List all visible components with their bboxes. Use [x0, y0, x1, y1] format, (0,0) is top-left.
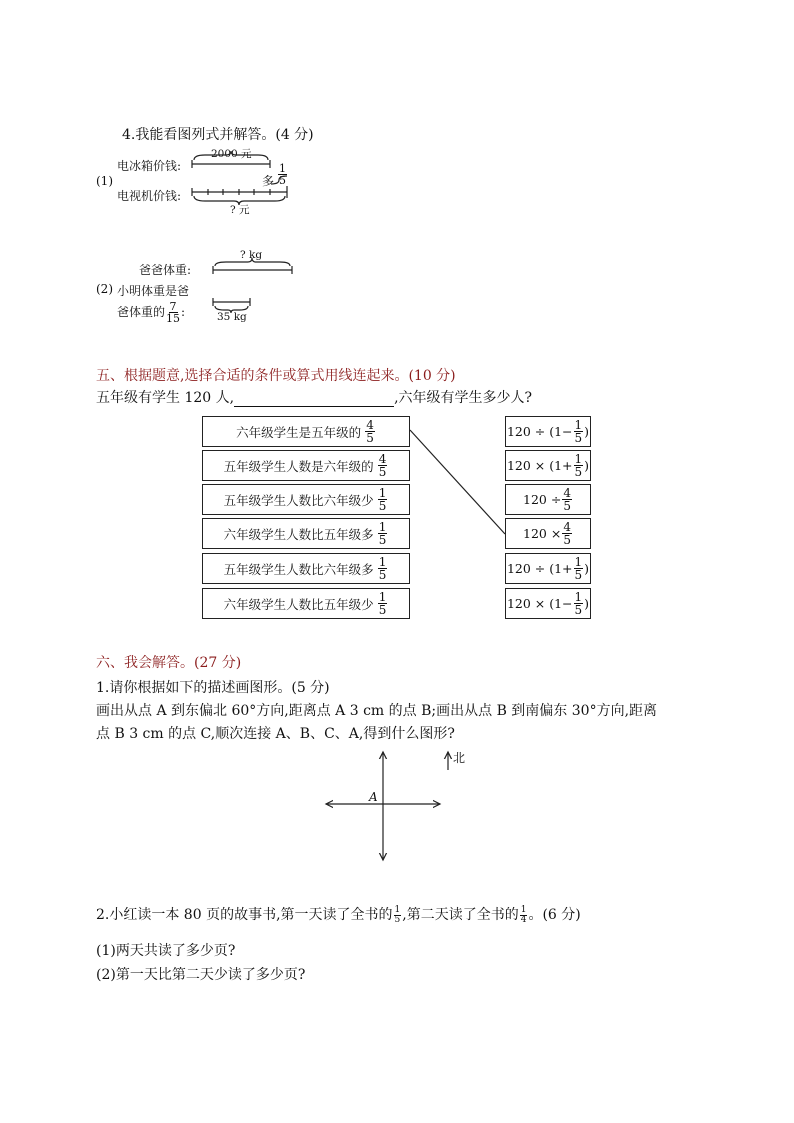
right-option-close: ) — [584, 596, 590, 611]
left-option-text: 五年级学生人数是六年级的 — [223, 458, 374, 474]
part1-num: (1) — [96, 174, 113, 188]
dad-label: 爸爸体重: — [139, 263, 192, 277]
fridge-value: 2000 元 — [211, 148, 252, 160]
tv-label: 电视机价钱: — [117, 189, 182, 203]
right-option-fraction: $\frac{4}{5}$ — [563, 520, 571, 547]
left-option-text: 六年级学生是五年级的 — [236, 424, 362, 440]
q2-text: 2.小红读一本 80 页的故事书,第一天读了全书的 $\frac{1}{5}$ ,第二天读了全书的 $\frac{1}{4}$ 。(6 分) — [96, 904, 581, 925]
left-option-fraction: $\frac{4}{5}$ — [366, 418, 374, 445]
right-option-expr: 120 × (1+ — [506, 458, 573, 473]
north-label: 北 — [453, 751, 466, 765]
point-a-label: A — [369, 790, 378, 804]
right-option-expr: 120 ÷ (1− — [506, 424, 573, 439]
left-option-fraction: $\frac{1}{5}$ — [378, 555, 387, 582]
right-option-fraction: $\frac{1}{5}$ — [574, 452, 583, 479]
right-option-close: ) — [584, 424, 590, 439]
left-option-fraction: $\frac{1}{5}$ — [378, 590, 387, 617]
dad-value: ? kg — [240, 249, 263, 261]
section5-stem: 五年级有学生 120 人, ,六年级有学生多少人? — [96, 390, 533, 406]
right-option-fraction: $\frac{1}{5}$ — [574, 555, 583, 582]
q4-title: 4.我能看图列式并解答。(4 分) — [122, 127, 314, 143]
more-fraction: $\frac{1}{5}$ — [279, 162, 286, 187]
q1-line1: 画出从点 A 到东偏北 60°方向,距离点 A 3 cm 的点 B;画出从点 B 到南偏东 30°方向,距离 — [96, 703, 658, 719]
right-option-close: ) — [584, 561, 590, 576]
q1-title: 1.请你根据如下的描述画图形。(5 分) — [96, 680, 330, 696]
tv-value: ? 元 — [230, 204, 250, 216]
left-option-text: 五年级学生人数比六年级多 — [223, 561, 374, 577]
left-option-text: 五年级学生人数比六年级少 — [223, 492, 374, 508]
right-option-expr: 120 ÷ (1+ — [506, 561, 573, 576]
q1-line2: 点 B 3 cm 的点 C,顺次连接 A、B、C、A,得到什么图形? — [96, 726, 455, 742]
part2-num: (2) — [96, 282, 113, 296]
right-option-expr: 120 ÷ — [523, 492, 562, 507]
right-option-expr: 120 × — [523, 526, 562, 541]
right-option-fraction: $\frac{4}{5}$ — [563, 486, 571, 513]
son-value: 35 kg — [217, 311, 247, 323]
left-option-text: 六年级学生人数比五年级少 — [223, 596, 374, 612]
left-option-fraction: $\frac{1}{5}$ — [378, 520, 387, 547]
right-option-expr: 120 × (1− — [506, 596, 573, 611]
left-option-text: 六年级学生人数比五年级多 — [223, 526, 374, 542]
left-option-fraction: $\frac{4}{5}$ — [378, 452, 387, 479]
son-label-2: 爸体重的 $\frac{7}{15}$ : — [117, 300, 186, 325]
q2-sub2: (2)第一天比第二天少读了多少页? — [96, 967, 306, 983]
section5-title: 五、根据题意,选择合适的条件或算式用线连起来。(10 分) — [96, 368, 456, 384]
left-option-fraction: $\frac{1}{5}$ — [378, 486, 387, 513]
right-option-fraction: $\frac{1}{5}$ — [574, 418, 583, 445]
section6-title: 六、我会解答。(27 分) — [96, 655, 242, 671]
right-option-close: ) — [584, 458, 590, 473]
right-option-fraction: $\frac{1}{5}$ — [574, 590, 583, 617]
fridge-label: 电冰箱价钱: — [117, 159, 182, 173]
more-text: 多 — [262, 174, 275, 188]
q2-sub1: (1)两天共读了多少页? — [96, 943, 236, 959]
son-label-1: 小明体重是爸 — [117, 284, 190, 298]
